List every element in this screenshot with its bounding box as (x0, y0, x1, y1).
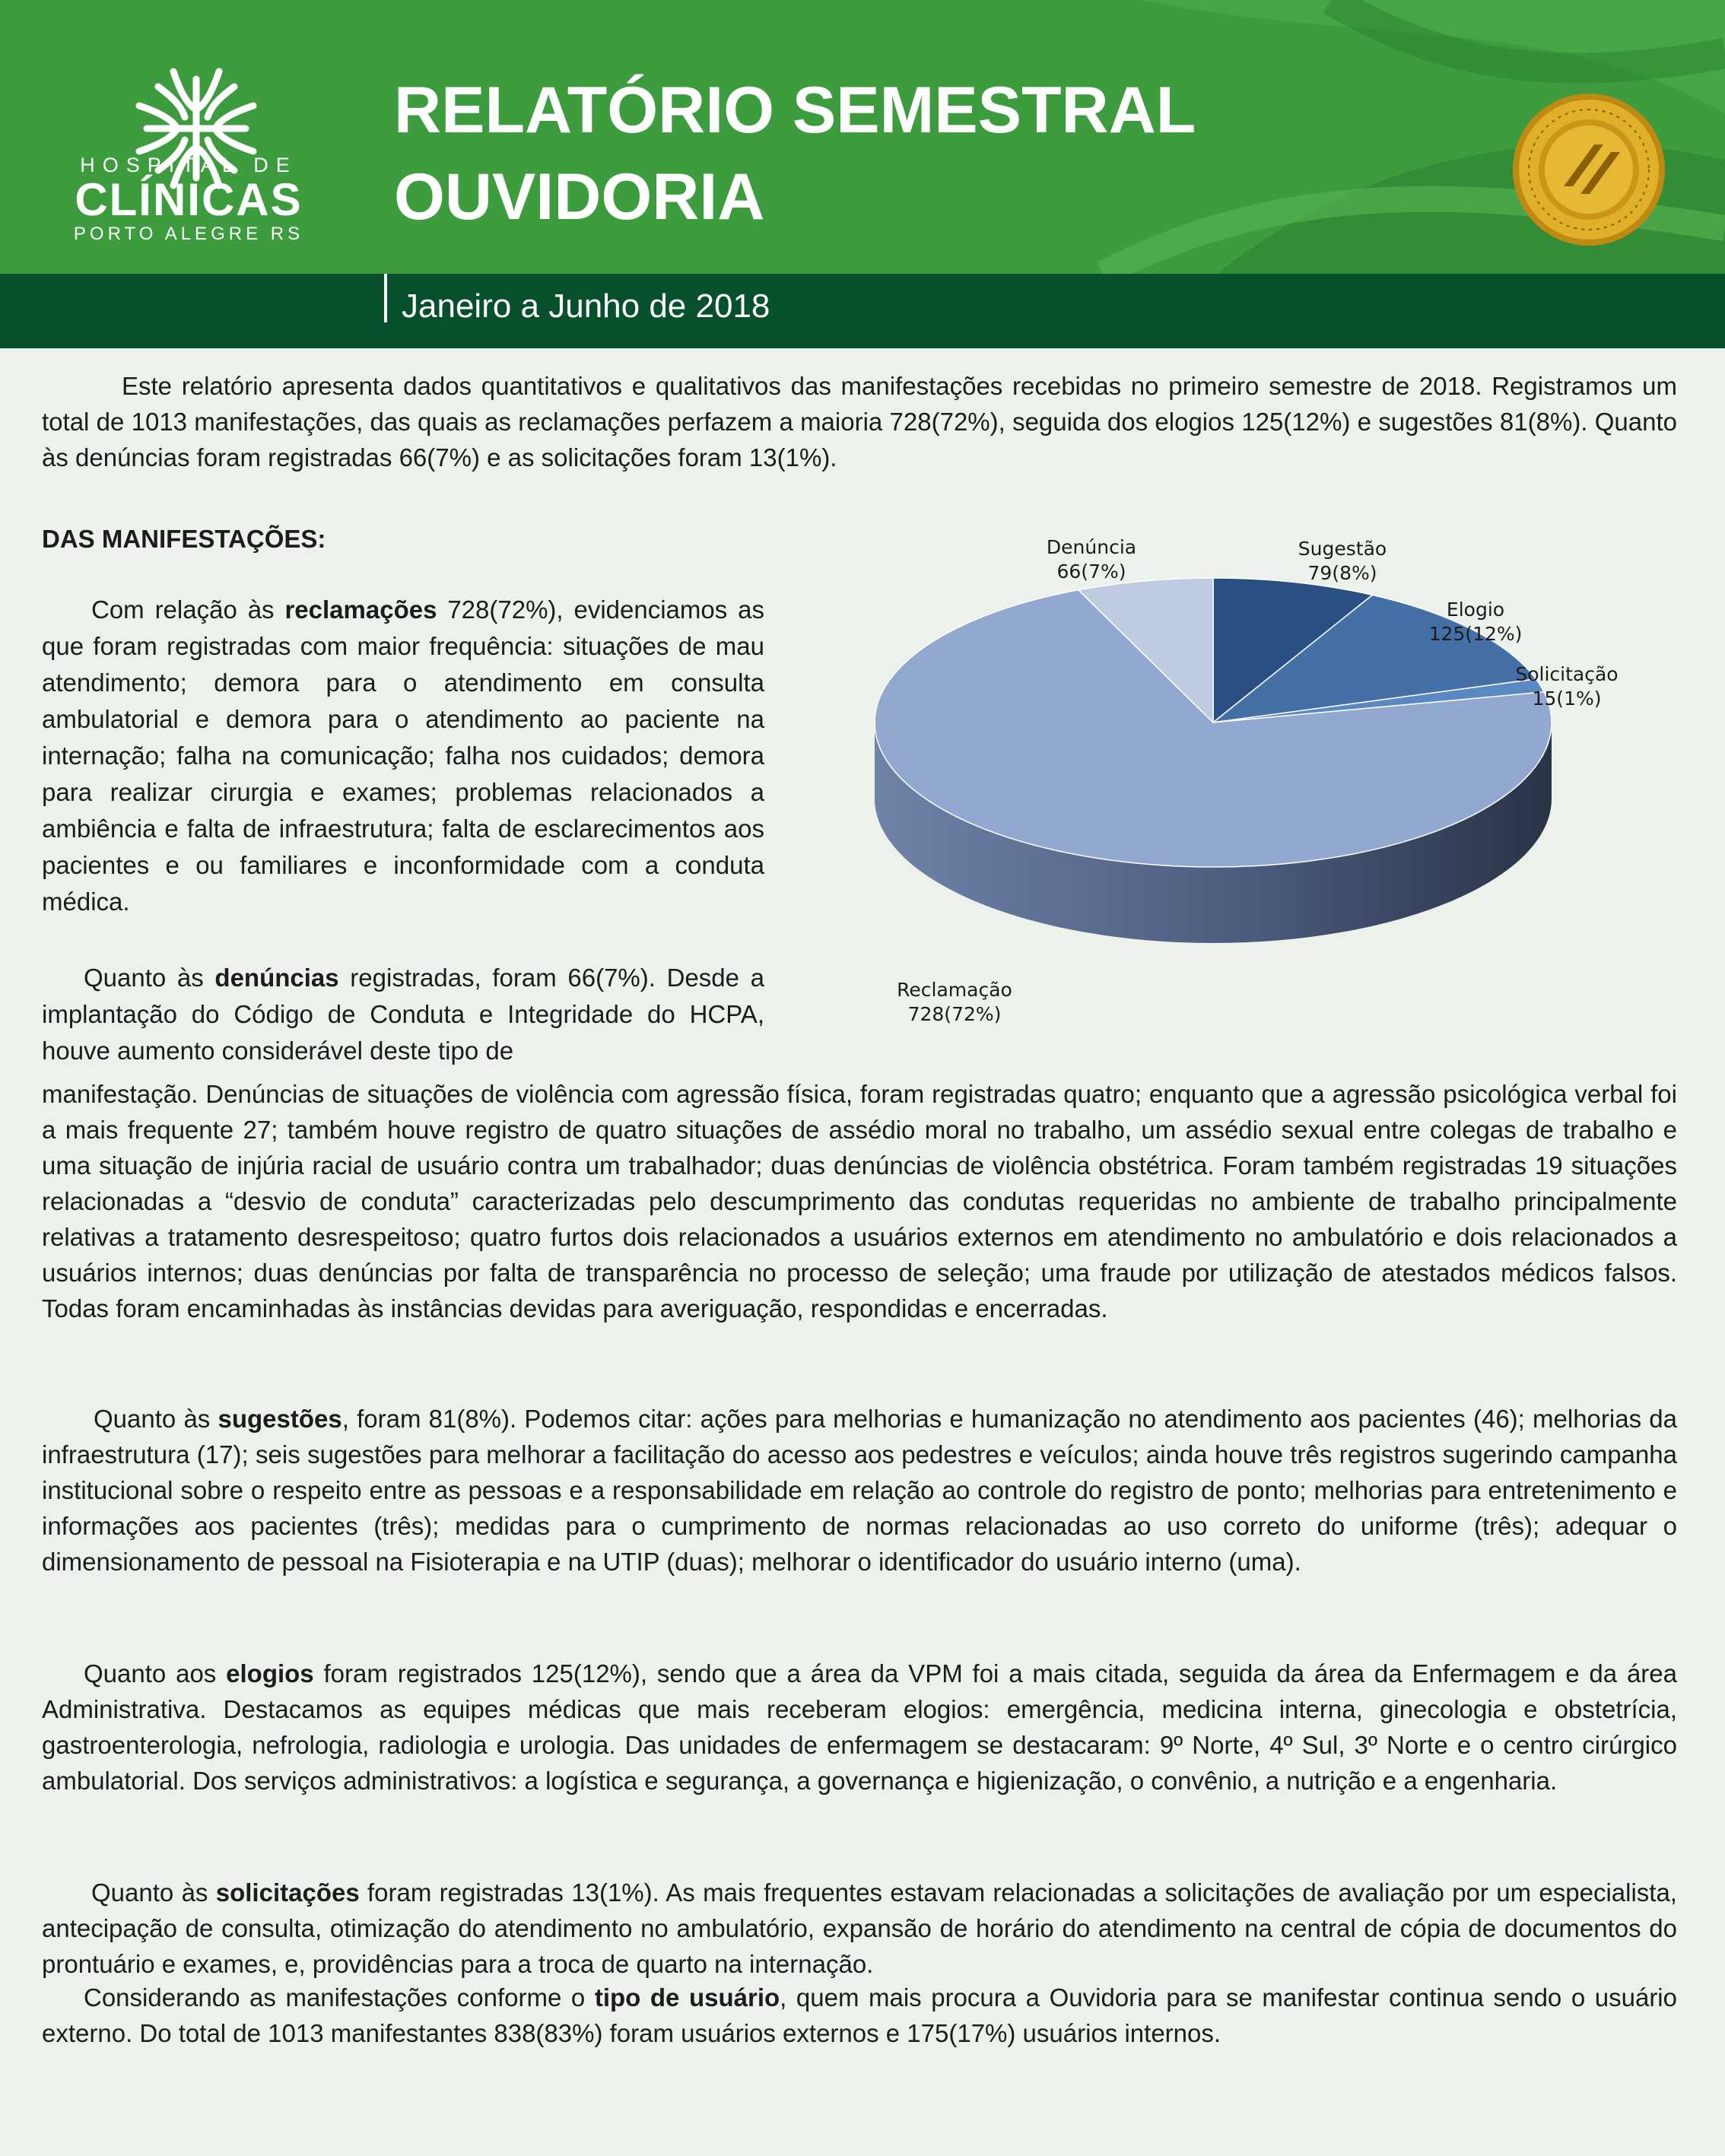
pie-label-value: 15(1%) (1532, 687, 1602, 710)
elogios-lead: Quanto aos (84, 1659, 227, 1688)
denuncias-lead: Quanto às (84, 964, 215, 992)
manifestations-pie-chart (837, 532, 1711, 1049)
reclamacoes-paragraph (42, 592, 764, 920)
period-divider (384, 274, 387, 322)
usuarios-text: , quem mais procura a Ouvidoria para se manifestar continua sendo o usuário externo. Do total de 1013 manifestantes 838(83%) foram usuários externos e 175(17%) usuários internos. (42, 1983, 1677, 2047)
pie-label-value: 79(8%) (1307, 562, 1377, 584)
logo-line-2: CLÍNICAS (75, 174, 303, 225)
solicitacoes-keyword: solicitações (215, 1878, 360, 1907)
pie-label-name: Denúncia (1046, 536, 1137, 558)
solicitacoes-text: foram registradas 13(1%). As mais frequentes estavam relacionadas a solicitações de avaliação por um especialista, antecipação de consulta, otimização do atendimento no ambulatório, expansão de horário do atendimento na central de cópia de documentos do prontuário e exames, e, providências para a troca de quarto na internação. (42, 1878, 1677, 1978)
period-band (0, 274, 1725, 348)
pie-label-value: 66(7%) (1056, 560, 1126, 583)
report-title (394, 67, 1196, 240)
solicitacoes-lead: Quanto às (91, 1878, 216, 1907)
title-line-1: RELATÓRIO SEMESTRAL (394, 74, 1196, 147)
denuncias-keyword: denúncias (214, 964, 339, 992)
pie-label-name: Elogio (1446, 599, 1505, 621)
accreditation-seal-icon (1511, 91, 1667, 248)
elogios-text: foram registrados 125(12%), sendo que a área da VPM foi a mais citada, seguida da área da Enfermagem e da área Administrativa. Destacamos as equipes médicas que mais receberam elogios: emergência, medicina interna, ginecologia e obstetrícia, gastroenterologia, nefrologia, radiologia e urologia. Das unidades de enfermagem se destacaram: 9º Norte, 4º Sul, 3º Norte e o centro cirúrgico ambulatorial. Dos serviços administrativos: a logística e segurança, a governança e higienização, o convênio, a nutrição e a engenharia. (42, 1659, 1677, 1795)
usuarios-lead: Considerando as manifestações conforme o (84, 1983, 595, 2012)
intro-paragraph: Este relatório apresenta dados quantitativos e qualitativos das manifestações recebidas no primeiro semestre de 2018. Registramos um total de 1013 manifestações, das quais as reclamações perfazem a maioria 728(72%), seguida dos elogios 125(12%) e sugestões 81(8%). Quanto às denúncias foram registradas 66(7%) e as solicitações foram 13(1%). (42, 372, 1677, 472)
elogios-paragraph (42, 1656, 1677, 1799)
reclamacoes-text: 728(72%), evidenciamos as que foram registradas com maior frequência: situações de mau atendimento; demora para o atendimento em consulta ambulatorial e demora para o atendimento ao paciente na internação; falha na comunicação; falha nos cuidados; demora para realizar cirurgia e exames; problemas relacionados a ambiência e falta de infraestrutura; falta de esclarecimentos aos pacientes e ou familiares e inconformidade com a conduta médica. (42, 595, 765, 916)
solicitacoes-paragraph (42, 1875, 1677, 1982)
section-heading: DAS MANIFESTAÇÕES: (42, 525, 326, 553)
report-period: Janeiro a Junho de 2018 (402, 287, 770, 325)
sugestoes-paragraph (42, 1401, 1677, 1580)
sugestoes-text: , foram 81(8%). Podemos citar: ações para melhorias e humanização no atendimento aos pacientes (46); melhorias da infraestrutura (17); seis sugestões para melhorar a facilitação do acesso aos pedestres e veículos; ainda houve três registros sugerindo campanha institucional sobre o respeito entre as pessoas e a responsabilidade em relação ao controle do registro de ponto; melhorias para entretenimento e informações aos pacientes (três); medidas para o cumprimento de normas relacionadas ao uso correto do uniforme (três); adequar o dimensionamento de pessoal na Fisioterapia e na UTIP (duas); melhorar o identificador do usuário interno (uma). (42, 1405, 1677, 1576)
pie-label-value: 125(12%) (1428, 623, 1523, 645)
usuarios-keyword: tipo de usuário (594, 1983, 780, 2012)
pie-label-name: Solicitação (1515, 663, 1619, 685)
sugestoes-keyword: sugestões (218, 1405, 342, 1433)
pie-label-value: 728(72%) (907, 1003, 1002, 1025)
sugestoes-lead: Quanto às (94, 1405, 218, 1433)
denuncias-paragraph-start (42, 960, 764, 1069)
pie-label-name: Reclamação (897, 979, 1012, 1001)
reclamacoes-lead: Com relação às (91, 595, 285, 624)
reclamacoes-keyword: reclamações (284, 595, 437, 624)
logo-line-3: PORTO ALEGRE RS (73, 224, 304, 244)
usuarios-paragraph (42, 1980, 1677, 2051)
pie-label-name: Sugestão (1298, 538, 1387, 560)
header-banner (0, 0, 1725, 274)
denuncias-text-col: registradas, foram 66(7%). Desde a implantação do Código de Conduta e Integridade do HCPA, houve aumento considerável deste tipo de (42, 964, 764, 1065)
logo-line-1: HOSPITAL DE (80, 154, 297, 176)
title-line-2: OUVIDORIA (394, 160, 765, 233)
denuncias-paragraph-cont: manifestação. Denúncias de situações de violência com agressão física, foram registradas quatro; enquanto que a agressão psicológica verbal foi a mais frequente 27; também houve registro de quatro situações de assédio moral no trabalho, um assédio sexual entre colegas de trabalho e uma situação de injúria racial de usuário contra um trabalhador; duas denúncias de violência obstétrica. Foram também registradas 19 situações relacionadas a “desvio de conduta” caracterizadas pelo descumprimento das condutas requeridas no ambiente de trabalho principalmente relativas a tratamento desrespeitoso; quatro furtos dois relacionados a usuários externos em atendimento no ambulatório e dois relacionados a usuários internos; duas denúncias por falta de transparência no processo de seleção; uma fraude por utilização de atestados médicos falsos. Todas foram encaminhadas às instâncias devidas para averiguação, respondidas e encerradas. (42, 1080, 1677, 1322)
elogios-keyword: elogios (226, 1659, 314, 1688)
